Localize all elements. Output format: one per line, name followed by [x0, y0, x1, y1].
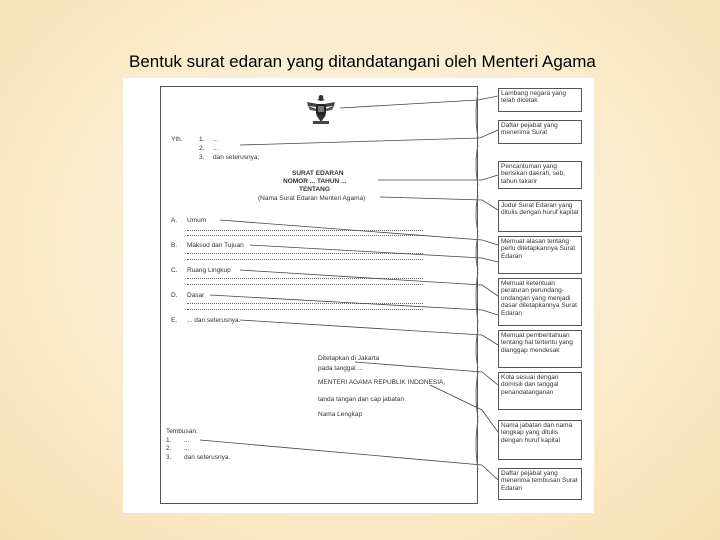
signature-seal: tanda tangan dan cap jabatan — [318, 396, 405, 403]
section-title: Umum — [187, 217, 207, 224]
text-placeholder-line — [187, 284, 423, 285]
text-placeholder-line — [187, 309, 423, 310]
section-letter: C. — [171, 267, 178, 274]
annotation-note: Pencantuman yang berisikan daerah, seb, tahun takarir — [498, 161, 582, 189]
section-letter: D. — [171, 292, 178, 299]
annotation-note: Memuat ketentuan peraturan perundang-undangan yang menjadi dasar ditetapkannya Surat Edaran — [498, 278, 582, 326]
letter-heading: SURAT EDARAN — [292, 170, 344, 177]
section-title: Maksud dan Tujuan — [187, 242, 244, 249]
text-placeholder-line — [187, 230, 423, 231]
annotation-note: Lambang negara yang telah dicetak — [498, 88, 582, 112]
cc-text: ... — [184, 437, 190, 444]
annotation-note: Kota sesuai dengan domisili dan tanggal penandatanganan — [498, 372, 582, 410]
text-placeholder-line — [187, 303, 423, 304]
cc-text: dan seterusnya. — [184, 454, 231, 461]
section-title: Dasar — [187, 292, 205, 299]
yth-label: Yth. — [171, 136, 183, 143]
annotation-note: Daftar pejabat yang menerima Surat — [498, 120, 582, 144]
letter-tentang: TENTANG — [299, 186, 330, 193]
section-title: Ruang Lingkup — [187, 267, 231, 274]
official-name: Nama Lengkap — [318, 411, 363, 418]
annotation-note: Nama jabatan dan nama lengkap yang ditulis dengan huruf kapital — [498, 420, 582, 460]
slide-title: Bentuk surat edaran yang ditandatangani oleh Menteri Agama — [129, 52, 596, 71]
recipient-number: 2. — [199, 145, 205, 152]
garuda-pancasila-icon — [304, 92, 338, 126]
cc-number: 2. — [166, 445, 172, 452]
cc-number: 3. — [166, 454, 172, 461]
official-title: MENTERI AGAMA REPUBLIK INDONESIA, — [318, 379, 446, 386]
cc-label: Tembusan: — [166, 428, 198, 435]
section-letter: B. — [171, 242, 178, 249]
text-placeholder-line — [187, 259, 423, 260]
section-letter: A. — [171, 217, 178, 224]
annotation-note: Memuat alasan tentang perlu ditetapkannya Surat Edaran — [498, 236, 582, 274]
annotation-note: Memuat pemberitahuan tentang hal tertentu yang dianggap mendesak — [498, 330, 582, 368]
annotation-note: Daftar pejabat yang menerima tembusan Surat Edaran — [498, 468, 582, 500]
recipient-number: 3. — [199, 154, 205, 161]
cc-number: 1. — [166, 437, 172, 444]
recipient-text: ... — [213, 136, 219, 143]
text-placeholder-line — [187, 235, 423, 236]
section-letter: E. — [171, 317, 178, 324]
section-title: ... dan seterusnya. — [187, 317, 241, 324]
letter-number-line: NOMOR ... TAHUN ... — [283, 178, 347, 185]
annotation-note: Judul Surat Edaran yang ditulis dengan huruf kapital — [498, 200, 582, 232]
text-placeholder-line — [187, 278, 423, 279]
signing-place: Ditetapkan di Jakarta — [318, 355, 380, 362]
recipient-text: ... — [213, 145, 219, 152]
letter-subject: (Nama Surat Edaran Menteri Agama) — [258, 195, 366, 202]
cc-text: ... — [184, 445, 190, 452]
recipient-number: 1. — [199, 136, 205, 143]
recipient-text: dan seterusnya; — [213, 154, 260, 161]
text-placeholder-line — [187, 253, 423, 254]
signing-date: pada tanggal ... — [318, 365, 363, 372]
letter-page — [160, 86, 478, 504]
